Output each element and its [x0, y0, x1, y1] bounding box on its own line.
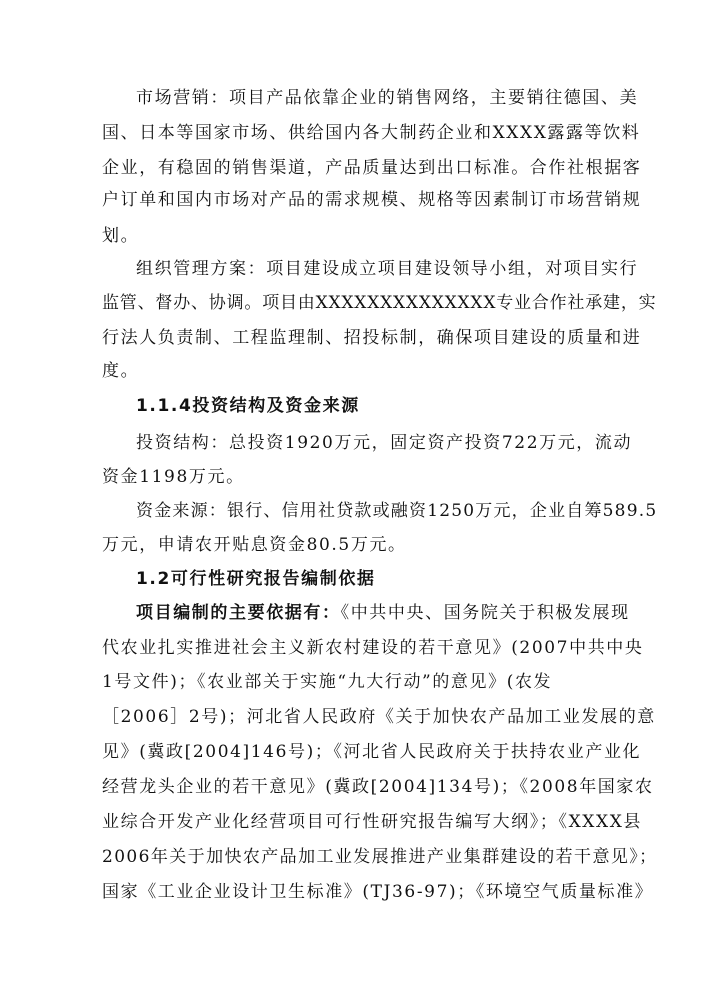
basis-paragraph-line-9: 国家《工业企业设计卫生标准》(TJ36-97)；《环境空气质量标准》 [102, 882, 654, 902]
funding-source-line-2: 万元，申请农开贴息资金80.5万元。 [102, 535, 407, 555]
basis-paragraph-line-4: ［2006］2号)；河北省人民政府《关于加快农产品加工业发展的意 [102, 707, 656, 727]
funding-source-line-1: 资金来源：银行、信用社贷款或融资1250万元，企业自筹589.5 [136, 501, 658, 521]
basis-paragraph-line-7: 业综合开发产业化经营项目可行性研究报告编写大纲》；《XXXX县 [102, 812, 643, 832]
basis-lead-label: 项目编制的主要依据有： [136, 603, 341, 623]
basis-paragraph-line-8: 2006年关于加快农产品加工业发展推进产业集群建设的若干意见》； [102, 847, 658, 867]
basis-paragraph-line-3: 1号文件)；《农业部关于实施“九大行动”的意见》(农发 [102, 672, 553, 692]
marketing-paragraph-line-3: 企业，有稳固的销售渠道，产品质量达到出口标准。合作社根据客 [102, 158, 642, 178]
investment-structure-line-1: 投资结构：总投资1920万元，固定资产投资722万元，流动 [136, 433, 633, 453]
marketing-paragraph-line-5: 划。 [102, 226, 140, 246]
management-paragraph-line-4: 度。 [102, 361, 140, 381]
marketing-paragraph-line-2: 国、日本等国家市场、供给国内各大制药企业和XXXX露露等饮料 [102, 123, 641, 143]
management-paragraph-line-1: 组织管理方案：项目建设成立项目建设领导小组，对项目实行 [136, 259, 639, 279]
section-heading-1-2: 1.2可行性研究报告编制依据 [136, 569, 376, 589]
basis-lead-text: 《中共中央、国务院关于积极发展现 [340, 603, 630, 623]
management-paragraph-line-2: 监管、督办、协调。项目由XXXXXXXXXXXXXX专业合作社承建，实 [102, 293, 657, 313]
basis-paragraph-line-5: 见》(冀政[2004]146号)；《河北省人民政府关于扶持农业产业化 [102, 742, 642, 762]
marketing-paragraph-line-4: 户订单和国内市场对产品的需求规模、规格等因素制订市场营销规 [102, 190, 642, 210]
management-paragraph-line-3: 行法人负责制、工程监理制、招投标制，确保项目建设的质量和进 [102, 328, 642, 348]
basis-paragraph-line-2: 代农业扎实推进社会主义新农村建设的若干意见》(2007中共中央 [102, 638, 644, 658]
section-heading-1-1-4: 1.1.4投资结构及资金来源 [136, 396, 360, 416]
investment-structure-line-2: 资金1198万元。 [102, 467, 245, 487]
marketing-paragraph-line-1: 市场营销：项目产品依靠企业的销售网络，主要销往德国、美 [136, 88, 639, 108]
basis-paragraph-line-6: 经营龙头企业的若干意见》(冀政[2004]134号)；《2008年国家农 [102, 777, 654, 797]
basis-paragraph-line-1 [136, 601, 630, 625]
